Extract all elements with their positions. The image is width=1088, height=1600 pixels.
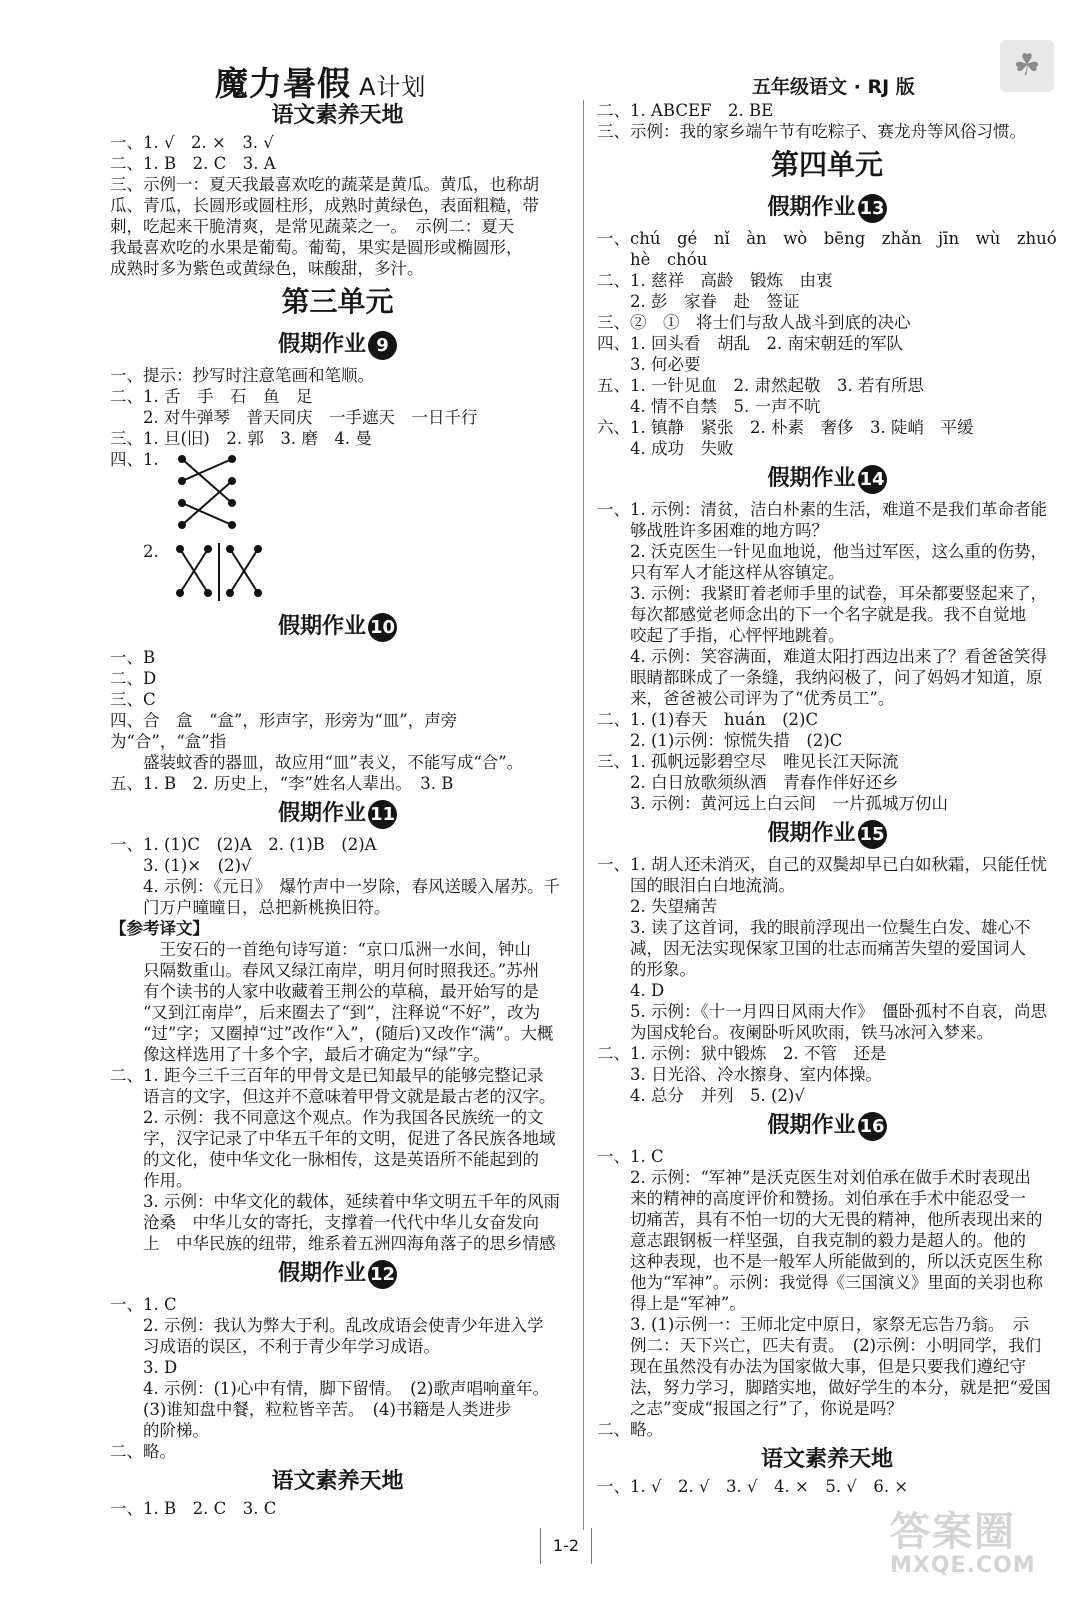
homework-number-badge: 11 [368,800,397,829]
answer-line: 3. 何必要 [597,355,701,374]
answer-line: 2. 对牛弹琴 普天同庆 一手遮天 一日千行 [110,408,478,427]
answer-line: 一、B [110,648,156,667]
answer-line: 他为“军神”。示例：我觉得《三国演义》里面的关羽也称 [597,1273,1043,1292]
answer-line: 二、1. 示例：狱中锻炼 2. 不管 还是 [597,1044,887,1063]
answer-line: 盛装蚊香的器皿，故应用“皿”表义，不能写成“合”。 [110,753,524,772]
homework-label: 假期作业 [277,801,366,826]
watermark [890,1510,1060,1590]
homework-title [597,459,1057,499]
answer-line: 的文化，使中华文化一脉相传，这是英语所不能起到的 [110,1150,539,1169]
answer-line: 五、1. B 2. 历史上，“李”姓名人辈出。 3. B [110,774,454,793]
homework-number-badge: 15 [858,820,887,849]
matching-diagram-2 [110,541,565,607]
answer-line: 二、1. B 2. C 3. A [110,154,276,173]
homework-label: 假期作业 [277,1261,366,1286]
answer-line: 习成语的误区，不利于青少年学习成语。 [110,1337,440,1356]
answer-line: 二、1. (1)春天 huán (2)C [597,710,819,729]
answer-line: “过”字；又圈掉“过”改作“入”，(随后)又改作“满”。大概 [110,1024,554,1043]
homework-number-badge: 9 [368,331,397,360]
homework-number-badge: 13 [858,194,887,223]
answer-line: hè chóu [597,250,708,269]
matching-lines-1 [174,449,244,539]
watermark-url: MXQE.COM [890,1553,1036,1578]
matching-diagram-1 [110,449,565,541]
answer-line: 4. 情不自禁 5. 一声不吭 [597,397,821,416]
answer-line: 二、D [110,669,157,688]
homework-label: 假期作业 [277,332,366,357]
answer-line: 像这样选用了十多个字，最后才确定为“绿”字。 [110,1045,490,1064]
answer-line: 2. 彭 家眷 赴 签证 [597,292,800,311]
corner-decoration-icon: ☘ [1000,40,1054,92]
answer-line: 3. 读了这首词，我的眼前浮现出一位鬓生白发、雄心不 [597,918,1031,937]
answer-line: 有个读书的人家中收藏着王荆公的草稿，最开始写的是 [110,982,539,1001]
answer-line: 三、C [110,690,156,709]
answer-line: 的形象。 [597,960,696,979]
answer-line: 一、1. (1)C (2)A 2. (1)B (2)A [110,835,377,854]
homework-title [110,794,565,834]
answer-line: 2. 失望痛苦 [597,897,717,916]
answer-line: 3. (1)示例一：王师北定中原日，家祭无忘告乃翁。 示 [597,1315,1030,1334]
homework-title [597,1106,1057,1146]
answer-line: 4. 总分 并列 5. (2)√ [597,1086,805,1105]
answer-line: 刺，吃起来干脆清爽，是常见蔬菜之一。 示例二：夏天 [110,217,515,236]
homework-title [110,1254,565,1294]
column-divider [583,100,584,1530]
answer-line: 之志”变成“报国之行”了，你说是吗？ [597,1399,903,1418]
answer-line: 语言的文字，但这并不意味着甲骨文就是最古老的汉字。 [110,1087,556,1106]
answer-line: (3)谁知盘中餐，粒粒皆辛苦。 (4)书籍是人类进步 [110,1400,512,1419]
answer-line: 二、略。 [597,1420,663,1439]
homework-label: 假期作业 [277,614,366,639]
brand-title: 魔力暑假 [215,64,351,103]
homework-title [597,188,1057,228]
answer-line: 为国戍轮台。夜阑卧听风吹雨，铁马冰河入梦来。 [597,1023,993,1042]
answer-line: 每次都感觉老师念出的下一个名字就是我。我不自觉地 [597,605,1026,624]
answer-line: 眼睛都眯成了一条缝，我纳闷极了，问了妈妈才知道，原 [597,668,1043,687]
homework-label: 假期作业 [767,195,856,220]
answer-line: 三、示例一：夏天我最喜欢吃的蔬菜是黄瓜。黄瓜，也称胡 [110,175,539,194]
answer-line: 一、1. B 2. C 3. C [110,1499,277,1518]
answer-line: 二、1. ABCEF 2. BE [597,101,774,120]
grade-label: 五年级语文 · RJ 版 [752,76,915,98]
answer-line: 得上是“军神”。 [597,1294,746,1313]
answer-line: 这种表现，也不是一般军人所能做到的，所以沃克医生称 [597,1252,1043,1271]
answer-line: 三、示例：我的家乡端午节有吃粽子、赛龙舟等风俗习惯。 [597,122,1026,141]
answer-line: 一、1. 示例：清贫，洁白朴素的生活，难道不是我们革命者能 [597,500,1047,519]
answer-line: 王安石的一首绝句诗写道：“京口瓜洲一水间，钟山 [110,940,531,959]
answer-line: 的阶梯。 [110,1421,209,1440]
answer-line: 法，努力学习，脚踏实地，做好学生的本分，就是把“爱国 [597,1378,1051,1397]
answer-line: 一、1. C [597,1147,664,1166]
homework-number-badge: 14 [858,465,887,494]
answer-line: 我最喜欢吃的水果是葡萄。葡萄，果实是圆形或椭圆形， [110,238,523,257]
homework-title [597,814,1057,854]
answer-line: 一、1. √ 2. × 3. √ [110,133,274,152]
answer-line: 减，因无法实现保家卫国的壮志而痛苦失望的爱国词人 [597,939,1026,958]
answer-line: 4. 成功 失败 [597,439,734,458]
answer-line: 4. D [597,981,665,1000]
homework-number-badge: 16 [858,1112,887,1141]
answer-line: 3. (1)× (2)√ [110,856,252,875]
answer-line: 意志跟钢板一样坚强，自我克制的毅力是超人的。他的 [597,1231,1026,1250]
answer-line: 2. [110,542,159,561]
answer-line: 咬起了手指，心怦怦地跳着。 [597,626,845,645]
answer-line: 四、合 盒 “盒”，形声字，形旁为“皿”，声旁为“合”，“盒”指 [110,711,458,751]
answer-line: 门万户曈曈日，总把新桃换旧符。 [110,898,391,917]
unit-title: 第三单元 [281,285,394,318]
answer-line: 4. 示例：(1)心中有情，脚下留情。 (2)歌声唱响童年。 [110,1379,549,1398]
answer-line: 国的眼泪白白地流淌。 [597,876,795,895]
answer-line: 四、1. 回头看 胡乱 2. 南宋朝廷的军队 [597,334,903,353]
answer-line: 2. 沃克医生一针见血地说，他当过军医，这么重的伤势， [597,542,1047,561]
answer-line: 三、1. 孤帆远影碧空尽 唯见长江天际流 [597,752,899,771]
answer-line: 二、略。 [110,1442,176,1461]
answer-line: 字，汉字记录了中华五千年的文明，促进了各民族各地域 [110,1129,556,1148]
answer-line: 3. 示例：黄河远上白云间 一片孤城万仞山 [597,794,948,813]
homework-title [110,607,565,647]
answer-line: 一、1. 胡人还未消灭，自己的双鬓却早已白如秋霜，只能任忧 [597,855,1047,874]
homework-number-badge: 12 [368,1260,397,1289]
answer-line: 3. D [110,1358,178,1377]
answer-line: “又到江南岸”，后来圈去了“到”，注释说“不好”，改为 [110,1003,541,1022]
page-number: 1-2 [540,1528,592,1564]
answer-line: 六、1. 镇静 紧张 2. 朴素 奢侈 3. 陡峭 平缓 [597,418,974,437]
answer-line: 一、提示：抄写时注意笔画和笔顺。 [110,366,374,385]
homework-label: 假期作业 [767,1113,856,1138]
answer-line: 三、1. 旦(旧) 2. 郭 3. 磨 4. 曼 [110,429,372,448]
homework-title [110,325,565,365]
answer-line: 瓜、青瓜，长圆形或圆柱形，成熟时黄绿色，表面粗糙，带 [110,196,539,215]
answer-line: 三、② ① 将士们与敌人战斗到底的决心 [597,313,911,332]
answer-line: 4. 示例：笑容满面，难道太阳打西边出来了？看爸爸笑得 [597,647,1047,666]
answer-line: 二、1. 舌 手 石 鱼 足 [110,387,313,406]
answer-line: 现在虽然没有办法为国家做大事，但是只要我们遵纪守 [597,1357,1026,1376]
homework-label: 假期作业 [767,466,856,491]
answer-line: 2. 示例：我认为弊大于利。乱改成语会使青少年进入学 [110,1316,544,1335]
answer-line: 2. (1)示例：惊慌失措 (2)C [597,731,843,750]
answer-line: 例二：天下兴亡，匹夫有责。 (2)示例：小明同学，我们 [597,1336,1042,1355]
answer-line: 一、1. C [110,1295,177,1314]
answer-line: 一、1. √ 2. √ 3. √ 4. × 5. √ 6. × [597,1477,909,1496]
answer-line: 2. 示例：我不同意这个观点。作为我国各民族统一的文 [110,1108,544,1127]
answer-line: 5. 示例：《十一月四日风雨大作》 僵卧孤村不自哀，尚思 [597,1002,1047,1021]
left-column [110,100,565,1519]
answer-line: 3. 示例：中华文化的载体，延续着中华文明五千年的风雨 [110,1192,560,1211]
answer-line: 只有军人才能这样从容镇定。 [597,563,845,582]
watermark-text: 答案圈 [890,1509,1016,1555]
section-title: 语文素养天地 [271,103,404,128]
homework-number-badge: 10 [368,613,397,642]
section-title: 语文素养天地 [271,1469,404,1494]
answer-line: 二、1. 慈祥 高龄 锻炼 由衷 [597,271,833,290]
matching-lines-2 [174,541,264,607]
reference-translation-label: 【参考译文】 [110,919,209,938]
answer-line: 切痛苦，具有不怕一切的大无畏的精神，他所表现出来的 [597,1210,1043,1229]
answer-line: 四、1. [110,450,159,469]
homework-label: 假期作业 [767,821,856,846]
answer-line: 够战胜许多困难的地方吗？ [597,521,828,540]
answer-line: 作用。 [110,1171,193,1190]
page-header [0,0,1088,103]
answer-line: 沧桑 中华儿女的寄托，支撑着一代代中华儿女奋发向 [110,1213,539,1232]
answer-line: 一、chú gé nǐ àn wò bēng zhǎn jīn wù zhuó [597,229,1057,248]
answer-line: 4. 示例：《元日》 爆竹声中一岁除，春风送暖入屠苏。千 [110,877,560,896]
brand-subtitle: A计划 [359,73,427,101]
unit-title: 第四单元 [770,148,883,181]
answer-line: 成熟时多为紫色或黄绿色，味酸甜，多汁。 [110,259,424,278]
answer-line: 五、1. 一针见血 2. 肃然起敬 3. 若有所思 [597,376,924,395]
answer-line: 来的精神的高度评价和赞扬。刘伯承在手术中能忍受一 [597,1189,1026,1208]
brand-logo [215,58,426,105]
right-column [597,100,1057,1497]
answer-line: 3. 日光浴、冷水擦身、室内体操。 [597,1065,882,1084]
answer-line: 来，爸爸被公司评为了“优秀员工”。 [597,689,895,708]
answer-line: 上 中华民族的纽带，维系着五洲四海角落子的思乡情感 [110,1234,556,1253]
answer-line: 2. 白日放歌须纵酒 青春作伴好还乡 [597,773,899,792]
answer-line: 3. 示例：我紧盯着老师手里的试卷，耳朵都要竖起来了， [597,584,1047,603]
section-title: 语文素养天地 [760,1447,893,1472]
answer-line: 只隔数重山。春风又绿江南岸，明月何时照我还。”苏州 [110,961,540,980]
answer-line: 二、1. 距今三千三百年的甲骨文是已知最早的能够完整记录 [110,1066,544,1085]
answer-line: 2. 示例：“军神”是沃克医生对刘伯承在做手术时表现出 [597,1168,1031,1187]
